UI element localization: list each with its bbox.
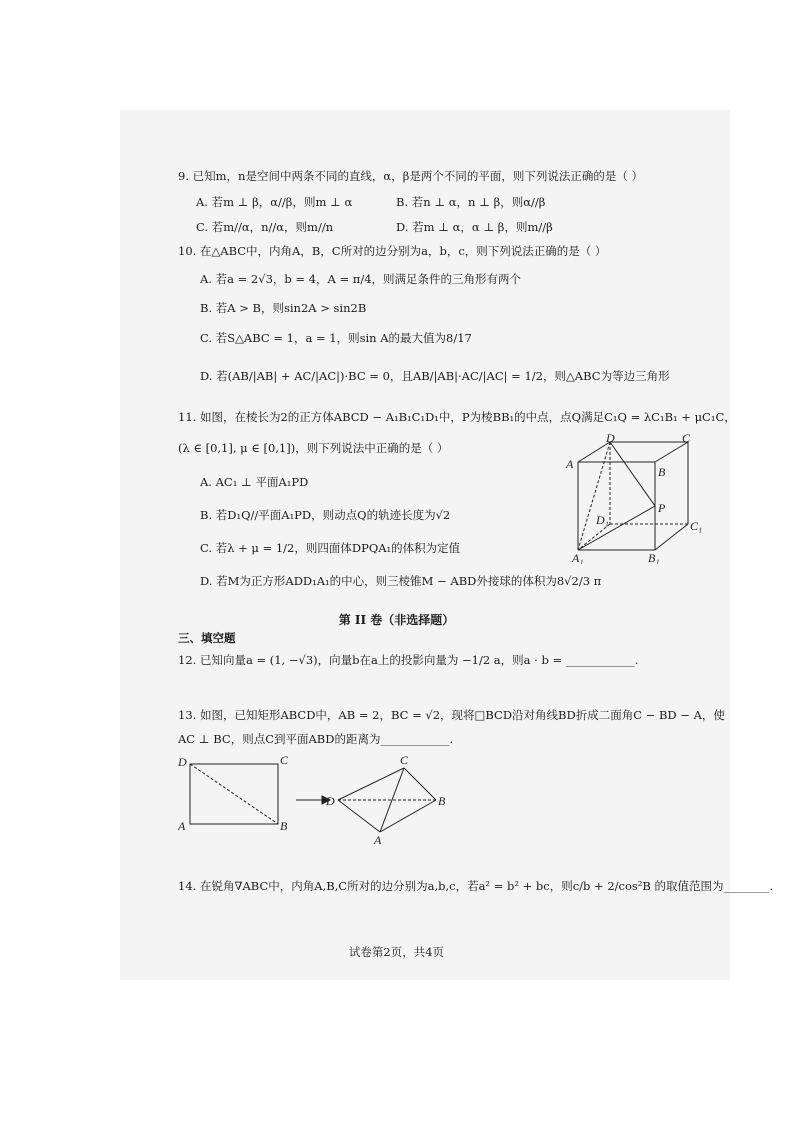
q9-stem: 9. 已知m，n是空间中两条不同的直线，α，β是两个不同的平面，则下列说法正确的是（ ） [178,169,644,183]
q11-stem-cont: (λ ∈ [0,1], μ ∈ [0,1])，则下列说法中正确的是（ ） [178,441,449,455]
page-footer: 试卷第2页，共4页 [348,945,445,959]
section-title: 第 II 卷（非选择题） [338,613,455,627]
rect-label-b: B [280,819,288,833]
q9-option-b: B. 若n ⊥ α，n ⊥ β，则α//β [396,195,546,209]
q10-option-a: A. 若a = 2√3，b = 4，A = π/4，则满足条件的三角形有两个 [200,272,522,286]
section-subtitle: 三、填空题 [178,631,236,645]
q10-option-c: C. 若S△ABC = 1，a = 1，则sin A的最大值为8/17 [200,331,472,345]
q11-option-b: B. 若D₁Q//平面A₁PD，则动点Q的轨迹长度为√2 [200,508,451,522]
rect-label-c: C [280,753,289,767]
q12-stem: 12. 已知向量a = (1, −√3)，向量b在a上的投影向量为 −1/2 a，则a · b = ____________. [178,653,639,667]
cube-label-c1: C₁ [690,519,703,533]
cube-label-c: C [682,432,691,445]
q10-option-b: B. 若A > B，则sin2A > sin2B [200,301,367,315]
q9-option-a: A. 若m ⊥ β，α//β，则m ⊥ α [196,195,353,209]
cube-label-a: A [566,457,574,471]
q9-option-d: D. 若m ⊥ α，α ⊥ β，则m//β [396,220,553,234]
rect-label-d: D [178,755,187,769]
q11-option-c: C. 若λ + μ = 1/2，则四面体DPQA₁的体积为定值 [200,541,461,555]
q9-option-c: C. 若m//α，n//α，则m//n [196,220,334,234]
q13-stem-cont: AC ⊥ BC，则点C到平面ABD的距离为____________. [178,732,454,746]
q13-stem: 13. 如图，已知矩形ABCD中，AB = 2，BC = √2，现将□BCD沿对角线BD折成二面角C − BD − A，使 [178,708,725,722]
q11-stem: 11. 如图，在棱长为2的正方体ABCD − A₁B₁C₁D₁中，P为棱BB₁的中点，点Q满足C₁Q = λC₁B₁ + μC₁C， [178,410,736,424]
fold-label-b: B [438,794,446,808]
q10-stem: 10. 在△ABC中，内角A，B，C所对的边分别为a，b，c，则下列说法正确的是（ ） [178,244,607,258]
cube-figure [560,432,710,564]
fold-label-d: D [326,794,335,808]
q11-option-a: A. AC₁ ⊥ 平面A₁PD [200,475,309,489]
cube-label-d: D [606,432,615,445]
cube-label-a1: A₁ [572,551,584,564]
fold-label-c: C [400,753,409,767]
q14-stem: 14. 在锐角∇ABC中，内角A,B,C所对的边分别为a,b,c，若a² = b² + bc，则c/b + 2/cos²B 的取值范围为________. [178,879,774,893]
rect-label-a: A [178,819,186,833]
rectangle-fold-figure [176,752,476,848]
fold-label-a: A [374,833,382,847]
q11-option-d: D. 若M为正方形ADD₁A₁的中心，则三棱锥M − ABD外接球的体积为8√2/3 π [200,574,602,588]
cube-label-p: P [658,501,666,515]
cube-label-b: B [658,465,666,479]
q10-option-d: D. 若(AB/|AB| + AC/|AC|)·BC = 0，且AB/|AB|·AC/|AC| = 1/2，则△ABC为等边三角形 [200,369,670,383]
cube-label-b1: B₁ [648,551,660,564]
cube-label-d1: D₁ [596,513,609,527]
